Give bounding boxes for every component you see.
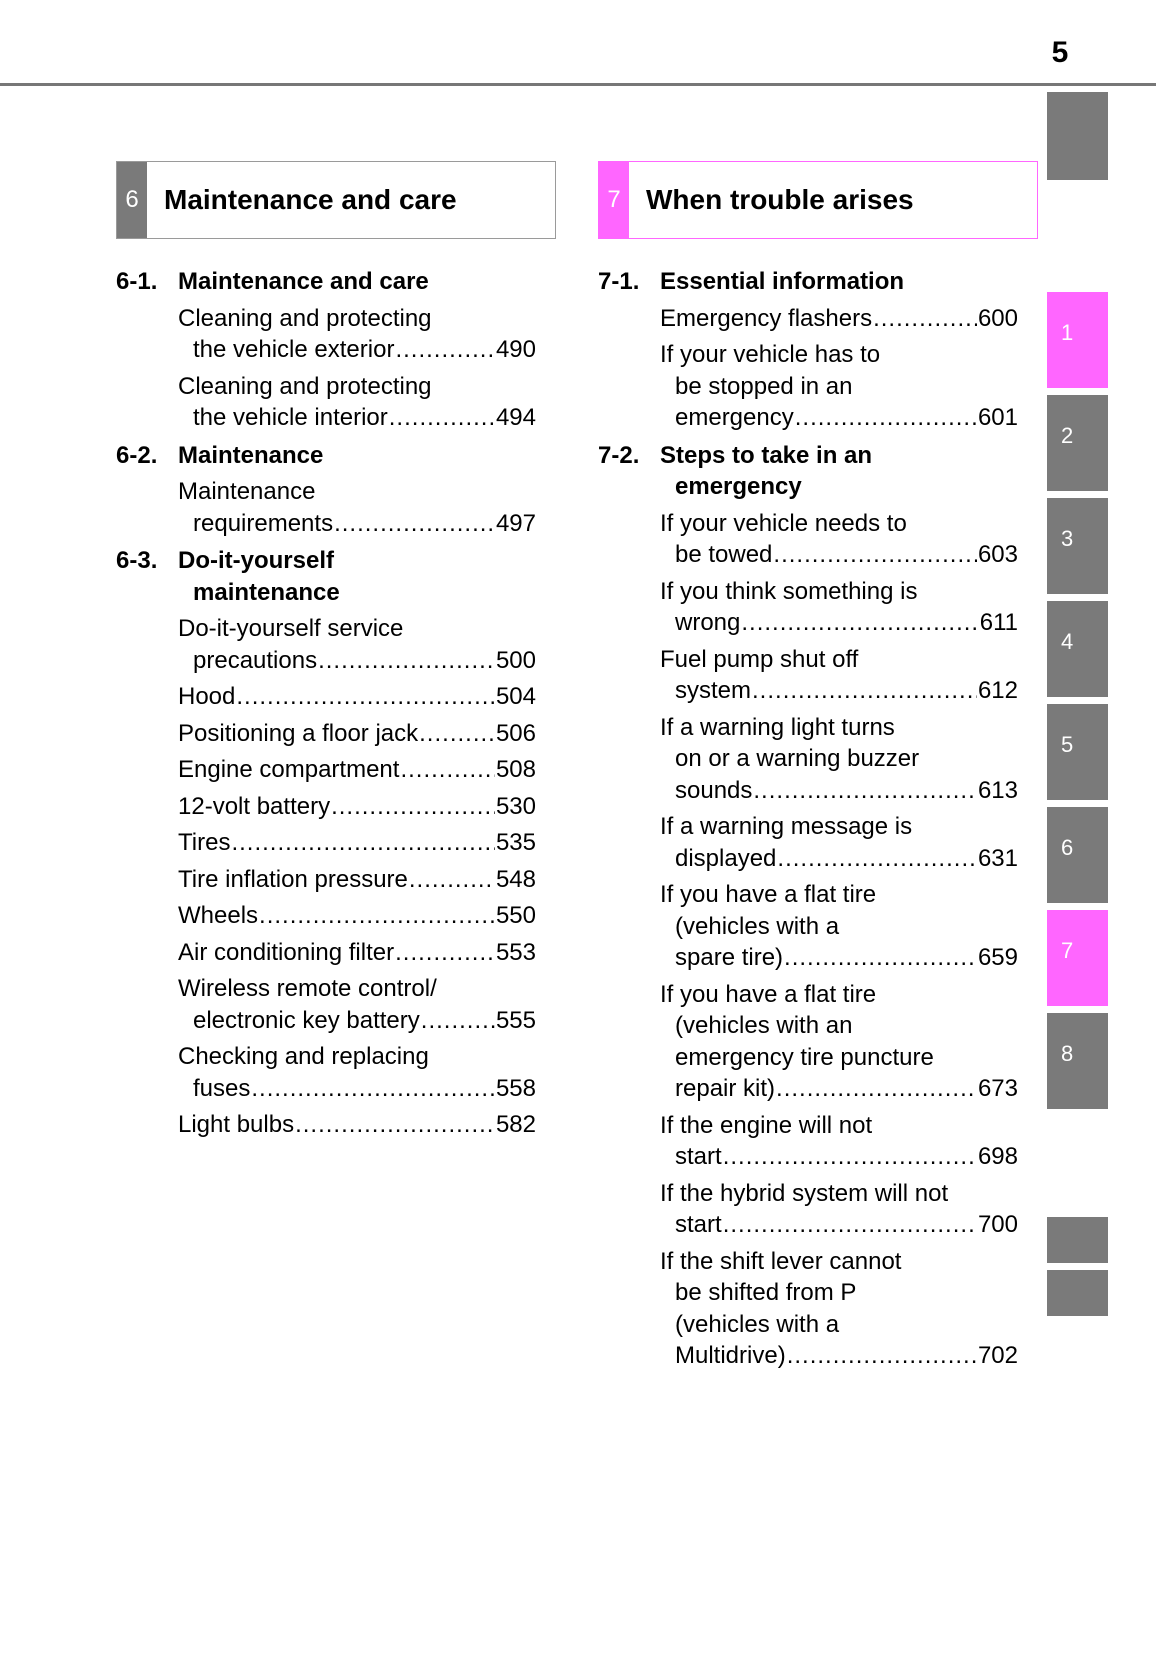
- toc-entry[interactable]: [660, 879, 1018, 974]
- dot-leader: [331, 791, 495, 823]
- subsection-title: [178, 440, 536, 472]
- subsection-title-line: Maintenance: [178, 441, 324, 469]
- entry-text-line: Cleaning and protecting: [178, 372, 432, 400]
- subsection-heading[interactable]: [116, 440, 536, 472]
- chapter-tab-5[interactable]: [1047, 704, 1108, 800]
- entry-text-line: Multidrive): [675, 1342, 786, 1369]
- page-ref: 698: [977, 1143, 1018, 1170]
- entry-text-line: Emergency flashers: [660, 304, 873, 332]
- subsection-number: 6-3.: [116, 547, 158, 574]
- dot-leader: [776, 1073, 977, 1105]
- chapter-tab-label: 3: [1061, 526, 1074, 551]
- toc-entry[interactable]: [178, 864, 536, 896]
- entry-text-line: (vehicles with an: [675, 1012, 853, 1039]
- entry-text-line: on or a warning buzzer: [675, 745, 920, 772]
- dot-leader: [752, 675, 977, 707]
- toc-entry[interactable]: [178, 1041, 536, 1104]
- section-header-7[interactable]: [598, 161, 1038, 239]
- page-ref: 530: [495, 792, 536, 820]
- page-ref: 700: [977, 1211, 1018, 1238]
- page-ref: 702: [977, 1342, 1018, 1369]
- toc-entry[interactable]: [660, 576, 1018, 639]
- chapter-tab-1[interactable]: [1047, 292, 1108, 388]
- chapter-tab-label: 5: [1061, 732, 1074, 757]
- subsection-title-line: maintenance: [193, 578, 340, 606]
- toc-entry[interactable]: [660, 979, 1018, 1105]
- page-ref: 582: [495, 1111, 536, 1138]
- page-ref: 601: [977, 404, 1018, 431]
- chapter-tab-label: 7: [1061, 938, 1074, 963]
- page-ref: 490: [495, 336, 536, 363]
- page-ref: 558: [495, 1074, 536, 1102]
- section-number: 6: [117, 162, 147, 238]
- dot-leader: [251, 1073, 495, 1105]
- subsection-number: 7-2.: [598, 441, 640, 469]
- subsection-title-line: Maintenance and care: [178, 268, 429, 295]
- entry-text-line: Hood: [178, 683, 236, 710]
- dot-leader: [236, 681, 495, 713]
- toc-column-maintenance: [116, 266, 536, 1141]
- subsection-title: [660, 266, 1018, 298]
- toc-entry[interactable]: [178, 718, 536, 750]
- entry-text-line: be shifted from P: [675, 1279, 857, 1306]
- toc-entry[interactable]: [660, 811, 1018, 874]
- toc-entry[interactable]: [178, 973, 536, 1036]
- dot-leader: [787, 1340, 977, 1372]
- subsection-title-line: Essential information: [660, 268, 905, 295]
- entry-text-line: repair kit): [675, 1075, 776, 1102]
- dot-leader: [389, 402, 495, 434]
- toc-entry[interactable]: [178, 791, 536, 823]
- entry-text-line: If your vehicle needs to: [660, 509, 907, 537]
- subsection-title-line: emergency: [675, 473, 802, 500]
- dot-leader: [295, 1109, 495, 1141]
- entry-text-line: Tire inflation pressure: [178, 865, 408, 893]
- chapter-tab-blank[interactable]: [1047, 92, 1108, 180]
- section-title: Maintenance and care: [164, 184, 457, 215]
- chapter-tab-3[interactable]: [1047, 498, 1108, 594]
- entry-text-line: Do-it-yourself service: [178, 615, 404, 642]
- page-ref: 508: [495, 756, 536, 783]
- dot-leader: [334, 508, 495, 540]
- toc-entry[interactable]: [178, 827, 536, 859]
- entry-text-line: If you have a flat tire: [660, 881, 877, 908]
- chapter-tab-7[interactable]: [1047, 910, 1108, 1006]
- page-ref: 506: [495, 719, 536, 747]
- toc-entry[interactable]: [660, 508, 1018, 571]
- section-title: When trouble arises: [646, 184, 914, 215]
- toc-entry[interactable]: [178, 371, 536, 434]
- toc-entry[interactable]: [178, 613, 536, 676]
- dot-leader: [723, 1141, 977, 1173]
- entry-text-line: If a warning message is: [660, 813, 913, 840]
- subsection-title-line: Steps to take in an: [660, 441, 873, 469]
- dot-leader: [421, 1005, 495, 1037]
- page-ref: 553: [495, 938, 536, 966]
- entry-text-line: Air conditioning filter: [178, 938, 395, 966]
- dot-leader: [753, 775, 977, 807]
- entry-text-line: sounds: [675, 776, 753, 804]
- page-ref: 611: [979, 609, 1018, 636]
- entry-text-line: Wheels: [178, 902, 259, 929]
- entry-text-line: Light bulbs: [178, 1111, 295, 1138]
- page-ref: 550: [495, 902, 536, 929]
- entry-text-line: (vehicles with a: [675, 912, 840, 940]
- entry-text-line: be stopped in an: [675, 372, 853, 400]
- entry-text-line: If your vehicle has to: [660, 341, 881, 368]
- page-ref: 497: [495, 509, 536, 537]
- page-ref: 600: [977, 304, 1018, 332]
- toc-entry[interactable]: [178, 754, 536, 786]
- chapter-tab-6[interactable]: [1047, 807, 1108, 903]
- toc-entry[interactable]: [178, 681, 536, 713]
- subsection-title: [178, 266, 536, 298]
- toc-entry[interactable]: [178, 1109, 536, 1141]
- chapter-tab-blank[interactable]: [1047, 1217, 1108, 1263]
- entry-text-line: Wireless remote control/: [178, 975, 437, 1002]
- subsection-number: 6-2.: [116, 441, 158, 469]
- dot-leader: [777, 843, 977, 875]
- chapter-tab-label: 1: [1061, 320, 1074, 345]
- subsection-heading[interactable]: [598, 440, 1018, 503]
- entry-text-line: start: [675, 1211, 722, 1238]
- subsection-title-line: Do-it-yourself: [178, 547, 334, 574]
- entry-text-line: requirements: [193, 509, 334, 537]
- entry-text-line: (vehicles with a: [675, 1310, 840, 1338]
- chapter-tab-4[interactable]: [1047, 601, 1108, 697]
- chapter-tab-2[interactable]: [1047, 395, 1108, 491]
- dot-leader: [395, 937, 495, 969]
- dot-leader: [395, 334, 495, 366]
- page-ref: 494: [495, 404, 536, 431]
- page-ref: 659: [977, 944, 1018, 971]
- dot-leader: [400, 754, 495, 786]
- dot-leader: [318, 645, 495, 677]
- entry-text-line: Engine compartment: [178, 756, 400, 783]
- page-ref: 613: [977, 776, 1018, 804]
- dot-leader: [784, 942, 977, 974]
- toc-entry[interactable]: [660, 1110, 1018, 1173]
- chapter-tab-label: 6: [1061, 835, 1074, 860]
- entry-text-line: If the shift lever cannot: [660, 1247, 902, 1275]
- toc-column-trouble: [598, 266, 1018, 1372]
- entry-text-line: Maintenance: [178, 478, 316, 505]
- toc-entry[interactable]: [660, 1178, 1018, 1241]
- entry-text-line: the vehicle interior: [193, 404, 388, 431]
- chapter-tab-blank[interactable]: [1047, 1270, 1108, 1316]
- dot-leader: [773, 539, 977, 571]
- dot-leader: [419, 718, 495, 750]
- chapter-tab-label: 4: [1061, 629, 1074, 654]
- page-ref: 555: [495, 1006, 536, 1034]
- entry-text-line: start: [675, 1143, 722, 1170]
- page-ref: 631: [977, 844, 1018, 872]
- subsection-heading[interactable]: [598, 266, 1018, 298]
- page-ref: 535: [495, 829, 536, 856]
- entry-text-line: electronic key battery: [193, 1006, 420, 1034]
- toc-entry[interactable]: [660, 712, 1018, 807]
- entry-text-line: If the hybrid system will not: [660, 1179, 949, 1207]
- subsection-heading[interactable]: [116, 545, 536, 608]
- entry-text-line: precautions: [193, 646, 318, 674]
- toc-entry[interactable]: [178, 900, 536, 932]
- dot-leader: [741, 607, 978, 639]
- toc-entry[interactable]: [660, 1246, 1018, 1372]
- dot-leader: [259, 900, 495, 932]
- entry-text-line: the vehicle exterior: [193, 336, 395, 363]
- subsection-title: [660, 440, 1018, 503]
- entry-text-line: Tires: [178, 829, 231, 856]
- page-ref: 673: [977, 1075, 1018, 1102]
- entry-text-line: If you think something is: [660, 577, 918, 605]
- entry-text-line: spare tire): [675, 944, 784, 971]
- entry-text-line: If you have a flat tire: [660, 980, 877, 1008]
- dot-leader: [231, 827, 495, 859]
- subsection-number: 7-1.: [598, 268, 640, 295]
- entry-text-line: 12-volt battery: [178, 792, 331, 820]
- entry-text-line: fuses: [193, 1074, 251, 1102]
- subsection-title: [178, 545, 536, 608]
- section-number: 7: [599, 162, 629, 238]
- dot-leader: [795, 402, 977, 434]
- subsection-heading[interactable]: [116, 266, 536, 298]
- page-number: 5: [1051, 36, 1069, 69]
- subsection-number: 6-1.: [116, 268, 158, 295]
- page-ref: 548: [495, 865, 536, 893]
- chapter-tab-8[interactable]: [1047, 1013, 1108, 1109]
- dot-leader: [409, 864, 495, 896]
- entry-text-line: be towed: [675, 541, 773, 568]
- toc-entry[interactable]: [660, 339, 1018, 434]
- entry-text-line: system: [675, 677, 752, 704]
- entry-text-line: emergency: [675, 404, 794, 431]
- entry-text-line: Positioning a floor jack: [178, 719, 419, 747]
- page-ref: 603: [977, 541, 1018, 568]
- dot-leader: [723, 1209, 977, 1241]
- toc-entry[interactable]: [660, 303, 1018, 335]
- page-ref: 504: [495, 683, 536, 710]
- toc-entry[interactable]: [178, 937, 536, 969]
- top-rule: [0, 83, 1156, 86]
- entry-text-line: If a warning light turns: [660, 713, 895, 741]
- toc-entry[interactable]: [660, 644, 1018, 707]
- chapter-tab-label: 2: [1061, 423, 1074, 448]
- entry-text-line: Checking and replacing: [178, 1043, 429, 1070]
- page-ref: 612: [977, 677, 1018, 704]
- entry-text-line: wrong: [675, 609, 741, 636]
- entry-text-line: emergency tire puncture: [675, 1043, 934, 1071]
- entry-text-line: If the engine will not: [660, 1111, 873, 1139]
- toc-entry[interactable]: [178, 476, 536, 539]
- section-header-6[interactable]: [116, 161, 556, 239]
- entry-text-line: Fuel pump shut off: [660, 645, 859, 673]
- entry-text-line: displayed: [675, 844, 777, 872]
- page-ref: 500: [495, 646, 536, 674]
- entry-text-line: Cleaning and protecting: [178, 304, 432, 332]
- dot-leader: [873, 303, 977, 335]
- toc-entry[interactable]: [178, 303, 536, 366]
- chapter-tab-label: 8: [1061, 1041, 1074, 1066]
